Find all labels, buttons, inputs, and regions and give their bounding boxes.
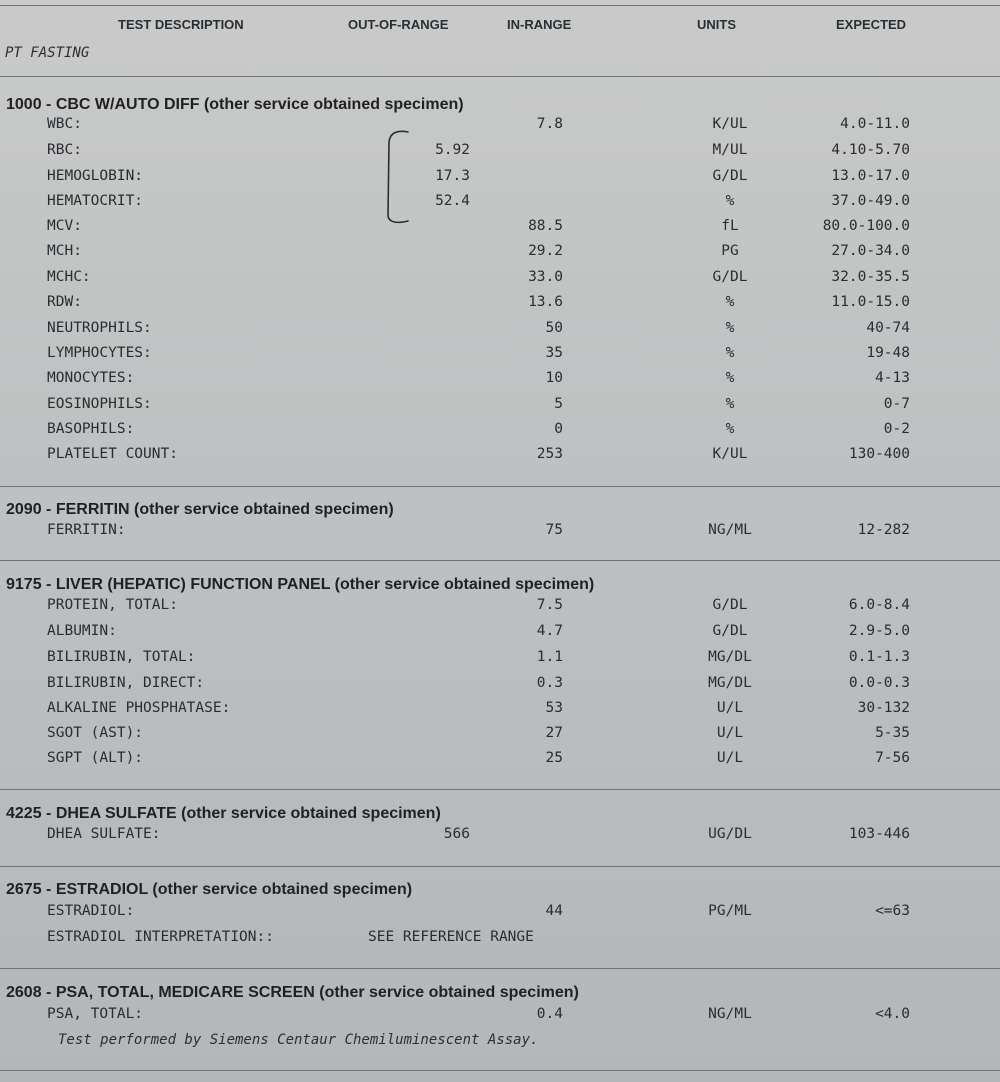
out-of-range-value: 566 bbox=[443, 826, 470, 842]
expected-range: 13.0-17.0 bbox=[831, 168, 910, 184]
in-range-value: 7.5 bbox=[536, 597, 563, 613]
result-row bbox=[0, 1006, 1000, 1030]
test-name: FERRITIN: bbox=[47, 522, 126, 538]
result-row bbox=[0, 218, 1000, 242]
units-value: fL bbox=[721, 218, 739, 234]
expected-range: 7-56 bbox=[875, 750, 910, 766]
in-range-value: 75 bbox=[545, 522, 563, 538]
test-name: ALKALINE PHOSPHATASE: bbox=[47, 700, 231, 716]
expected-range: 103-446 bbox=[848, 826, 910, 842]
result-row bbox=[0, 623, 1000, 647]
in-range-value: 10 bbox=[545, 370, 563, 386]
units-value: G/DL bbox=[712, 623, 748, 639]
result-row bbox=[0, 750, 1000, 774]
in-range-value: 4.7 bbox=[536, 623, 563, 639]
test-name: HEMOGLOBIN: bbox=[47, 168, 144, 184]
test-name: HEMATOCRIT: bbox=[47, 193, 144, 209]
divider bbox=[0, 560, 1000, 561]
test-name: BILIRUBIN, DIRECT: bbox=[47, 675, 205, 691]
expected-range: 5-35 bbox=[875, 725, 910, 741]
test-name: SGOT (AST): bbox=[47, 725, 144, 741]
expected-range: 40-74 bbox=[866, 320, 910, 336]
result-row bbox=[0, 269, 1000, 293]
result-row bbox=[0, 649, 1000, 673]
units-value: PG/ML bbox=[708, 903, 752, 919]
in-range-value: 35 bbox=[545, 345, 563, 361]
in-range-value: 88.5 bbox=[528, 218, 563, 234]
units-value: U/L bbox=[716, 750, 744, 766]
result-row bbox=[0, 522, 1000, 546]
column-in-range: IN-RANGE bbox=[507, 17, 572, 32]
expected-range: 37.0-49.0 bbox=[831, 193, 910, 209]
expected-range: 19-48 bbox=[866, 345, 910, 361]
handwritten-bracket-mark bbox=[378, 128, 412, 228]
expected-range: 130-400 bbox=[848, 446, 910, 462]
units-value: G/DL bbox=[712, 168, 748, 184]
test-name: RDW: bbox=[47, 294, 82, 310]
result-row bbox=[0, 700, 1000, 724]
units-value: MG/DL bbox=[708, 675, 752, 691]
in-range-value: 25 bbox=[545, 750, 563, 766]
out-of-range-value: 17.3 bbox=[435, 168, 470, 184]
result-row bbox=[0, 903, 1000, 927]
test-name: MCV: bbox=[47, 218, 82, 234]
column-out-of-range: OUT-OF-RANGE bbox=[348, 17, 449, 32]
divider bbox=[0, 486, 1000, 487]
divider bbox=[0, 5, 1000, 6]
divider bbox=[0, 789, 1000, 790]
units-value: % bbox=[725, 396, 735, 412]
test-name: BASOPHILS: bbox=[47, 421, 135, 437]
expected-range: 12-282 bbox=[857, 522, 910, 538]
patient-note: PT FASTING bbox=[5, 45, 90, 61]
expected-range: 4.0-11.0 bbox=[840, 116, 910, 132]
units-value: M/UL bbox=[712, 142, 748, 158]
expected-range: 27.0-34.0 bbox=[831, 243, 910, 259]
units-value: K/UL bbox=[712, 116, 748, 132]
test-name: DHEA SULFATE: bbox=[47, 826, 161, 842]
units-value: % bbox=[725, 193, 735, 209]
expected-range: 0.1-1.3 bbox=[848, 649, 910, 665]
test-name: PSA, TOTAL: bbox=[47, 1006, 144, 1022]
expected-range: <=63 bbox=[875, 903, 910, 919]
section-title-ferritin: 2090 - FERRITIN (other service obtained specimen) bbox=[6, 501, 394, 518]
units-value: U/L bbox=[716, 725, 744, 741]
units-value: % bbox=[725, 421, 735, 437]
assay-footnote: Test performed by Siemens Centaur Chemiluminescent Assay. bbox=[58, 1032, 539, 1048]
test-name: WBC: bbox=[47, 116, 82, 132]
column-units: UNITS bbox=[697, 17, 736, 32]
result-row bbox=[0, 116, 1000, 140]
result-row bbox=[0, 675, 1000, 699]
in-range-value: 53 bbox=[545, 700, 563, 716]
expected-range: <4.0 bbox=[875, 1006, 910, 1022]
expected-range: 32.0-35.5 bbox=[831, 269, 910, 285]
test-name: ESTRADIOL: bbox=[47, 903, 135, 919]
in-range-value: 27 bbox=[545, 725, 563, 741]
result-row bbox=[0, 597, 1000, 621]
in-range-value: 5 bbox=[554, 396, 563, 412]
test-name: MCHC: bbox=[47, 269, 91, 285]
result-row bbox=[0, 370, 1000, 394]
test-name: ESTRADIOL INTERPRETATION:: bbox=[47, 929, 274, 945]
in-range-value: 1.1 bbox=[536, 649, 563, 665]
section-title-psa: 2608 - PSA, TOTAL, MEDICARE SCREEN (other service obtained specimen) bbox=[6, 984, 579, 1001]
test-name: NEUTROPHILS: bbox=[47, 320, 152, 336]
test-name: MCH: bbox=[47, 243, 82, 259]
units-value: G/DL bbox=[712, 269, 748, 285]
units-value: % bbox=[725, 345, 735, 361]
expected-range: 30-132 bbox=[857, 700, 910, 716]
in-range-value: 0.4 bbox=[536, 1006, 563, 1022]
result-row bbox=[0, 320, 1000, 344]
out-of-range-value: 52.4 bbox=[435, 193, 470, 209]
result-row bbox=[0, 193, 1000, 217]
in-range-value: 50 bbox=[545, 320, 563, 336]
section-title-dhea: 4225 - DHEA SULFATE (other service obtained specimen) bbox=[6, 805, 441, 822]
result-row bbox=[0, 142, 1000, 166]
column-test-description: TEST DESCRIPTION bbox=[118, 17, 244, 32]
test-name: SGPT (ALT): bbox=[47, 750, 144, 766]
in-range-value: 33.0 bbox=[528, 269, 563, 285]
units-value: U/L bbox=[716, 700, 744, 716]
interpretation-text: SEE REFERENCE RANGE bbox=[368, 929, 534, 945]
divider bbox=[0, 866, 1000, 867]
result-row bbox=[0, 243, 1000, 267]
expected-range: 0-7 bbox=[883, 396, 910, 412]
expected-range: 2.9-5.0 bbox=[848, 623, 910, 639]
units-value: G/DL bbox=[712, 597, 748, 613]
expected-range: 4.10-5.70 bbox=[831, 142, 910, 158]
units-value: PG bbox=[721, 243, 739, 259]
test-name: EOSINOPHILS: bbox=[47, 396, 152, 412]
in-range-value: 7.8 bbox=[536, 116, 563, 132]
expected-range: 0.0-0.3 bbox=[848, 675, 910, 691]
column-expected: EXPECTED bbox=[836, 17, 907, 32]
test-name: PLATELET COUNT: bbox=[47, 446, 178, 462]
in-range-value: 0 bbox=[554, 421, 563, 437]
result-row bbox=[0, 725, 1000, 749]
expected-range: 11.0-15.0 bbox=[831, 294, 910, 310]
expected-range: 80.0-100.0 bbox=[822, 218, 910, 234]
result-row bbox=[0, 826, 1000, 850]
result-row bbox=[0, 396, 1000, 420]
divider bbox=[0, 76, 1000, 77]
test-name: BILIRUBIN, TOTAL: bbox=[47, 649, 196, 665]
units-value: UG/DL bbox=[708, 826, 752, 842]
divider bbox=[0, 968, 1000, 969]
in-range-value: 13.6 bbox=[528, 294, 563, 310]
test-name: RBC: bbox=[47, 142, 82, 158]
units-value: % bbox=[725, 370, 735, 386]
in-range-value: 29.2 bbox=[528, 243, 563, 259]
result-row bbox=[0, 929, 1000, 953]
test-name: MONOCYTES: bbox=[47, 370, 135, 386]
in-range-value: 44 bbox=[545, 903, 563, 919]
result-row bbox=[0, 421, 1000, 445]
units-value: MG/DL bbox=[708, 649, 752, 665]
in-range-value: 0.3 bbox=[536, 675, 563, 691]
expected-range: 4-13 bbox=[875, 370, 910, 386]
result-row bbox=[0, 446, 1000, 470]
test-name: ALBUMIN: bbox=[47, 623, 117, 639]
section-title-liver: 9175 - LIVER (HEPATIC) FUNCTION PANEL (other service obtained specimen) bbox=[6, 576, 595, 593]
divider bbox=[0, 1070, 1000, 1071]
test-name: PROTEIN, TOTAL: bbox=[47, 597, 178, 613]
units-value: NG/ML bbox=[708, 1006, 752, 1022]
result-row bbox=[0, 294, 1000, 318]
out-of-range-value: 5.92 bbox=[435, 142, 470, 158]
result-row bbox=[0, 345, 1000, 369]
expected-range: 0-2 bbox=[883, 421, 910, 437]
units-value: % bbox=[725, 320, 735, 336]
result-row bbox=[0, 168, 1000, 192]
expected-range: 6.0-8.4 bbox=[848, 597, 910, 613]
units-value: K/UL bbox=[712, 446, 748, 462]
units-value: NG/ML bbox=[708, 522, 752, 538]
test-name: LYMPHOCYTES: bbox=[47, 345, 152, 361]
units-value: % bbox=[725, 294, 735, 310]
in-range-value: 253 bbox=[536, 446, 563, 462]
section-title-cbc: 1000 - CBC W/AUTO DIFF (other service obtained specimen) bbox=[6, 96, 464, 113]
section-title-estradiol: 2675 - ESTRADIOL (other service obtained specimen) bbox=[6, 881, 413, 898]
